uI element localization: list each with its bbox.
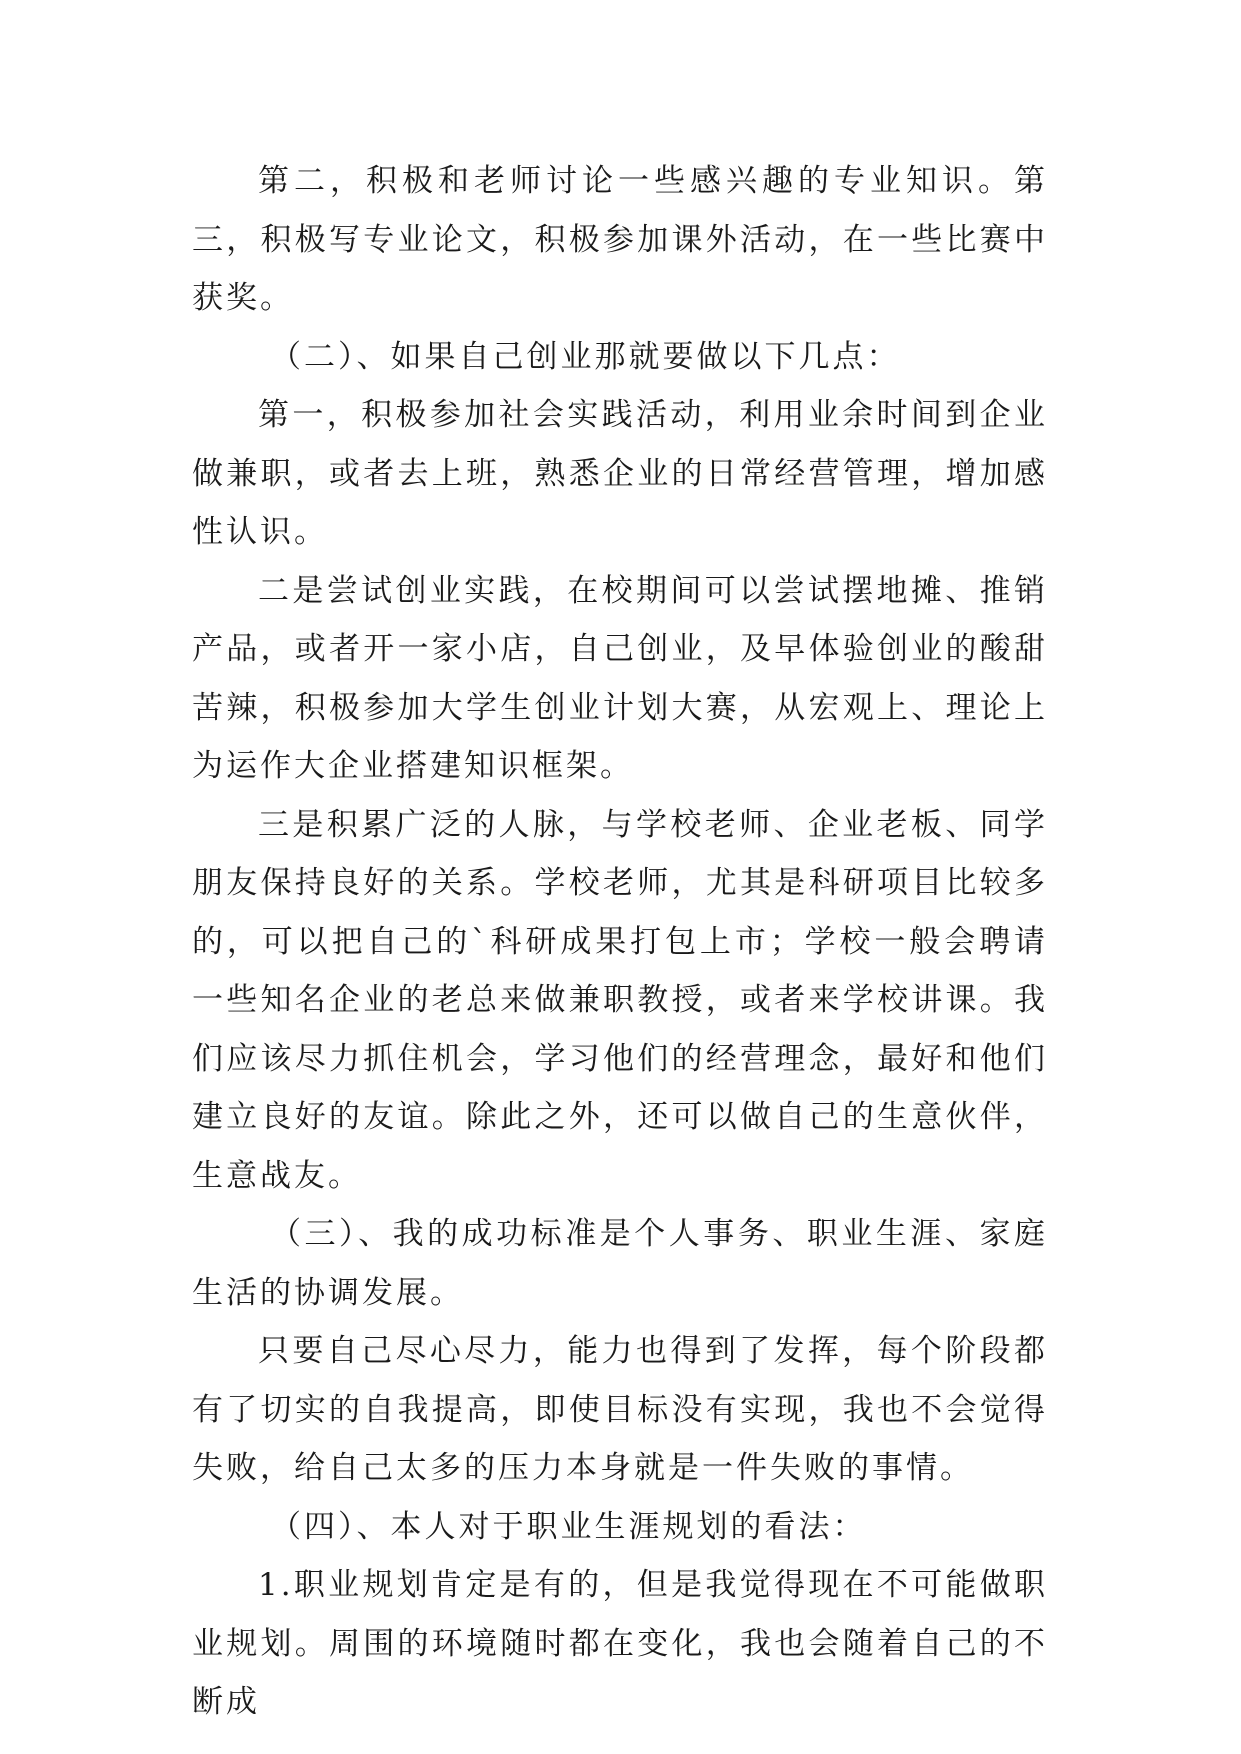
paragraph-startup-practice: 二是尝试创业实践，在校期间可以尝试摆地摊、推销产品，或者开一家小店，自己创业，及早体验创业的酸甜苦辣，积极参加大学生创业计划大赛，从宏观上、理论上为运作大企业搭建知识框架。 <box>192 572 1048 784</box>
section-heading-success-standard: （三）、我的成功标准是个人事务、职业生涯、家庭生活的协调发展。 <box>192 1216 1048 1311</box>
paragraph-effort: 只要自己尽心尽力，能力也得到了发挥，每个阶段都有了切实的自我提高，即使目标没有实现，我也不会觉得失败，给自己太多的压力本身就是一件失败的事情。 <box>192 1333 1048 1486</box>
paragraph-social-practice: 第一，积极参加社会实践活动，利用业余时间到企业做兼职，或者去上班，熟悉企业的日常经营管理，增加感性认识。 <box>192 397 1048 550</box>
section-heading-entrepreneurship: （二）、如果自己创业那就要做以下几点： <box>270 338 901 375</box>
section-heading-career-view: （四）、本人对于职业生涯规划的看法： <box>270 1508 867 1545</box>
paragraph-career-planning: 1.职业规划肯定是有的，但是我觉得现在不可能做职业规划。周围的环境随时都在变化，我也会随着自己的不断成 <box>192 1567 1048 1720</box>
paragraph-study-advice: 第二，积极和老师讨论一些感兴趣的专业知识。第三，积极写专业论文，积极参加课外活动，在一些比赛中获奖。 <box>192 163 1048 316</box>
paragraph-networking: 三是积累广泛的人脉，与学校老师、企业老板、同学朋友保持良好的关系。学校老师，尤其是科研项目比较多的，可以把自己的`科研成果打包上市；学校一般会聘请一些知名企业的老总来做兼职教授，或者来学校讲课。我们应该尽力抓住机会，学习他们的经营理念，最好和他们建立良好的友谊。除此之外，还可以做自己的生意伙伴，生意战友。 <box>192 806 1048 1194</box>
document-body <box>192 152 1048 1732</box>
